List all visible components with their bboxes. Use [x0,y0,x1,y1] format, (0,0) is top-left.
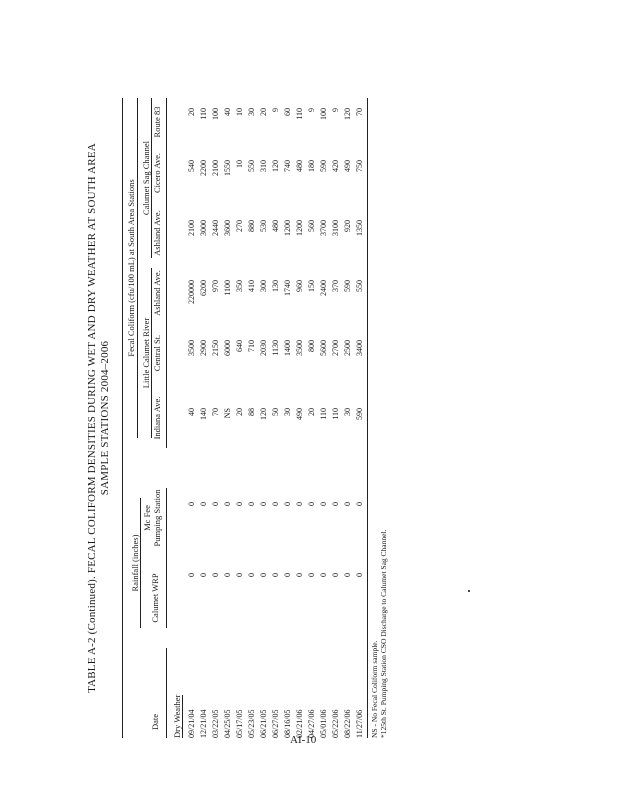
row-calumet: 0 [331,573,340,577]
row-station-value: 300 [259,280,268,292]
table-row [342,98,354,738]
row-station-value: 960 [295,280,304,292]
row-station-value: 100 [211,108,220,120]
row-station-value: 10 [235,160,244,168]
row-station-value: 20 [259,108,268,116]
row-date: 09/21/04 [187,709,196,738]
row-date: 05/01/06 [319,709,328,738]
fecal-group-header: Fecal Coliform (cfu/100 mL) at South Area Stations [126,179,136,357]
row-mcfee: 0 [271,502,280,506]
row-station-value: 9 [307,108,316,112]
row-station-value: 880 [247,220,256,232]
row-station-value: 550 [355,280,364,292]
row-station-value: 1130 [271,340,280,356]
table-row [306,98,318,738]
note-star: *125th St. Pumping Station CSO Discharge to Calumet Sag Channel. [379,529,388,738]
station-route83-header: Route 83 [152,106,162,138]
row-station-value: 150 [307,280,316,292]
mcfee-header-2: Pumping Station [152,489,162,547]
row-station-value: 1740 [283,280,292,296]
row-station-value: 2500 [343,340,352,356]
row-station-value: 920 [343,220,352,232]
row-calumet: 0 [307,573,316,577]
row-station-value: 550 [247,160,256,172]
row-station-value: 88 [247,408,256,416]
row-station-value: 110 [295,108,304,120]
row-date: 02/21/06 [295,709,304,738]
row-date: 12/21/04 [199,709,208,738]
table-row [186,98,198,738]
row-station-value: NS [223,408,232,419]
row-station-value: 40 [223,108,232,116]
row-calumet: 0 [343,573,352,577]
row-station-value: 3500 [187,340,196,356]
header-rule-3 [166,98,167,448]
row-station-value: 1400 [283,340,292,356]
row-mcfee: 0 [283,502,292,506]
row-calumet: 0 [295,573,304,577]
row-date: 06/27/05 [271,709,280,738]
row-station-value: 480 [295,160,304,172]
row-station-value: 30 [343,408,352,416]
row-station-value: 310 [259,160,268,172]
row-calumet: 0 [355,573,364,577]
row-calumet: 0 [199,573,208,577]
row-calumet: 0 [187,573,196,577]
station-indiana-header: Indiana Ave. [152,396,162,440]
row-station-value: 70 [211,408,220,416]
row-station-value: 10 [235,108,244,116]
row-mcfee: 0 [187,502,196,506]
bottom-rule [367,98,368,738]
table-row [270,98,282,738]
table-row [282,98,294,738]
dry-weather-label: Dry Weather [172,694,182,738]
row-station-value: 3400 [355,340,364,356]
row-mcfee: 0 [235,502,244,506]
page-number: AI-10 [290,734,317,746]
row-station-value: 110 [319,408,328,420]
row-station-value: 70 [355,108,364,116]
calumet-sag-header: Calumet Sag Channel [141,98,152,258]
row-date: 04/25/05 [223,709,232,738]
row-station-value: 130 [271,280,280,292]
row-station-value: 590 [319,160,328,172]
row-mcfee: 0 [343,502,352,506]
station-central-header: Central St. [152,334,162,372]
scan-speck [468,590,470,592]
table-row [258,98,270,738]
table-row [234,98,246,738]
row-station-value: 3000 [199,220,208,236]
row-date: 04/27/06 [307,709,316,738]
row-calumet: 0 [319,573,328,577]
table-row [354,98,366,738]
row-mcfee: 0 [223,502,232,506]
date-header: Date [150,713,160,730]
station-ashland2-header: Ashland Ave. [152,210,162,256]
row-station-value: 540 [187,160,196,172]
row-station-value: 480 [271,220,280,232]
row-station-value: 110 [199,108,208,120]
row-station-value: 270 [235,220,244,232]
row-station-value: 120 [259,408,268,420]
row-station-value: 180 [307,160,316,172]
row-station-value: 20 [187,108,196,116]
table-title: TABLE A-2 (Continued). FECAL COLIFORM DENSITIES DURING WET AND DRY WEATHER AT SOUTH AREA [86,143,98,693]
row-station-value: 220000 [187,280,196,304]
row-station-value: 20 [307,408,316,416]
row-station-value: 2100 [187,220,196,236]
row-station-value: 40 [187,408,196,416]
little-calumet-header: Little Calumet River [141,268,152,438]
row-station-value: 530 [259,220,268,232]
row-calumet: 0 [211,573,220,577]
row-mcfee: 0 [259,502,268,506]
table-row [294,98,306,738]
row-mcfee: 0 [307,502,316,506]
row-station-value: 50 [271,408,280,416]
rotated-table-block [86,98,386,738]
row-date: 08/22/06 [343,709,352,738]
row-station-value: 2400 [319,280,328,296]
row-station-value: 6200 [199,280,208,296]
row-station-value: 490 [343,160,352,172]
row-station-value: 710 [247,340,256,352]
row-calumet: 0 [259,573,268,577]
row-station-value: 110 [331,408,340,420]
table-row [210,98,222,738]
row-station-value: 3700 [319,220,328,236]
table-row [222,98,234,738]
header-rule-1 [166,648,167,738]
row-station-value: 1200 [283,220,292,236]
row-station-value: 2900 [199,340,208,356]
row-station-value: 60 [283,108,292,116]
row-mcfee: 0 [211,502,220,506]
row-mcfee: 0 [295,502,304,506]
row-calumet: 0 [235,573,244,577]
row-station-value: 140 [199,408,208,420]
row-station-value: 1100 [223,280,232,296]
row-station-value: 3600 [223,220,232,236]
row-station-value: 1200 [295,220,304,236]
row-calumet: 0 [223,573,232,577]
row-date: 05/22/06 [331,709,340,738]
row-station-value: 3500 [295,340,304,356]
row-mcfee: 0 [319,502,328,506]
row-station-value: 9 [271,108,280,112]
header-rule-2 [166,488,167,628]
row-station-value: 30 [283,408,292,416]
row-calumet: 0 [283,573,292,577]
row-date: 05/23/05 [247,709,256,738]
row-date: 05/17/05 [235,709,244,738]
row-station-value: 590 [343,280,352,292]
table-row [318,98,330,738]
row-station-value: 970 [211,280,220,292]
row-station-value: 350 [235,280,244,292]
row-calumet: 0 [247,573,256,577]
row-station-value: 2700 [331,340,340,356]
row-station-value: 2030 [259,340,268,356]
row-station-value: 3100 [331,220,340,236]
row-mcfee: 0 [355,502,364,506]
row-station-value: 9 [331,108,340,112]
row-station-value: 20 [235,408,244,416]
row-station-value: 30 [247,108,256,116]
row-date: 03/22/05 [211,709,220,738]
row-mcfee: 0 [331,502,340,506]
row-station-value: 420 [331,160,340,172]
table-row [330,98,342,738]
rainfall-group-header: Rainfall (inches) [130,498,141,628]
row-station-value: 6000 [223,340,232,356]
row-station-value: 490 [295,408,304,420]
row-date: 06/21/05 [259,709,268,738]
row-station-value: 750 [355,160,364,172]
fecal-group-rule [137,98,138,438]
table-row [198,98,210,738]
row-station-value: 410 [247,280,256,292]
row-station-value: 2200 [199,160,208,176]
row-station-value: 100 [319,108,328,120]
row-station-value: 800 [307,340,316,352]
row-station-value: 590 [355,408,364,420]
row-station-value: 120 [271,160,280,172]
note-ns: NS - No Fecal Coliform sample. [370,640,379,738]
row-station-value: 1550 [223,160,232,176]
row-station-value: 5600 [319,340,328,356]
table-subtitle: SAMPLE STATIONS 2004–2006 [99,340,111,496]
row-calumet: 0 [271,573,280,577]
row-station-value: 2440 [211,220,220,236]
row-mcfee: 0 [199,502,208,506]
row-station-value: 640 [235,340,244,352]
row-station-value: 2150 [211,340,220,356]
table-row [246,98,258,738]
row-station-value: 120 [343,108,352,120]
calumet-wrp-header: Calumet WRP [150,573,160,623]
row-date: 11/27/06 [355,709,364,738]
mcfee-header: Mc Fee [142,505,152,531]
row-station-value: 370 [331,280,340,292]
row-station-value: 740 [283,160,292,172]
row-station-value: 2100 [211,160,220,176]
row-date: 08/16/05 [283,709,292,738]
row-station-value: 1350 [355,220,364,236]
top-rule [122,98,123,738]
row-mcfee: 0 [247,502,256,506]
station-cicero-header: Cicero Ave. [152,153,162,193]
station-ashland1-header: Ashland Ave. [152,270,162,316]
row-station-value: 560 [307,220,316,232]
